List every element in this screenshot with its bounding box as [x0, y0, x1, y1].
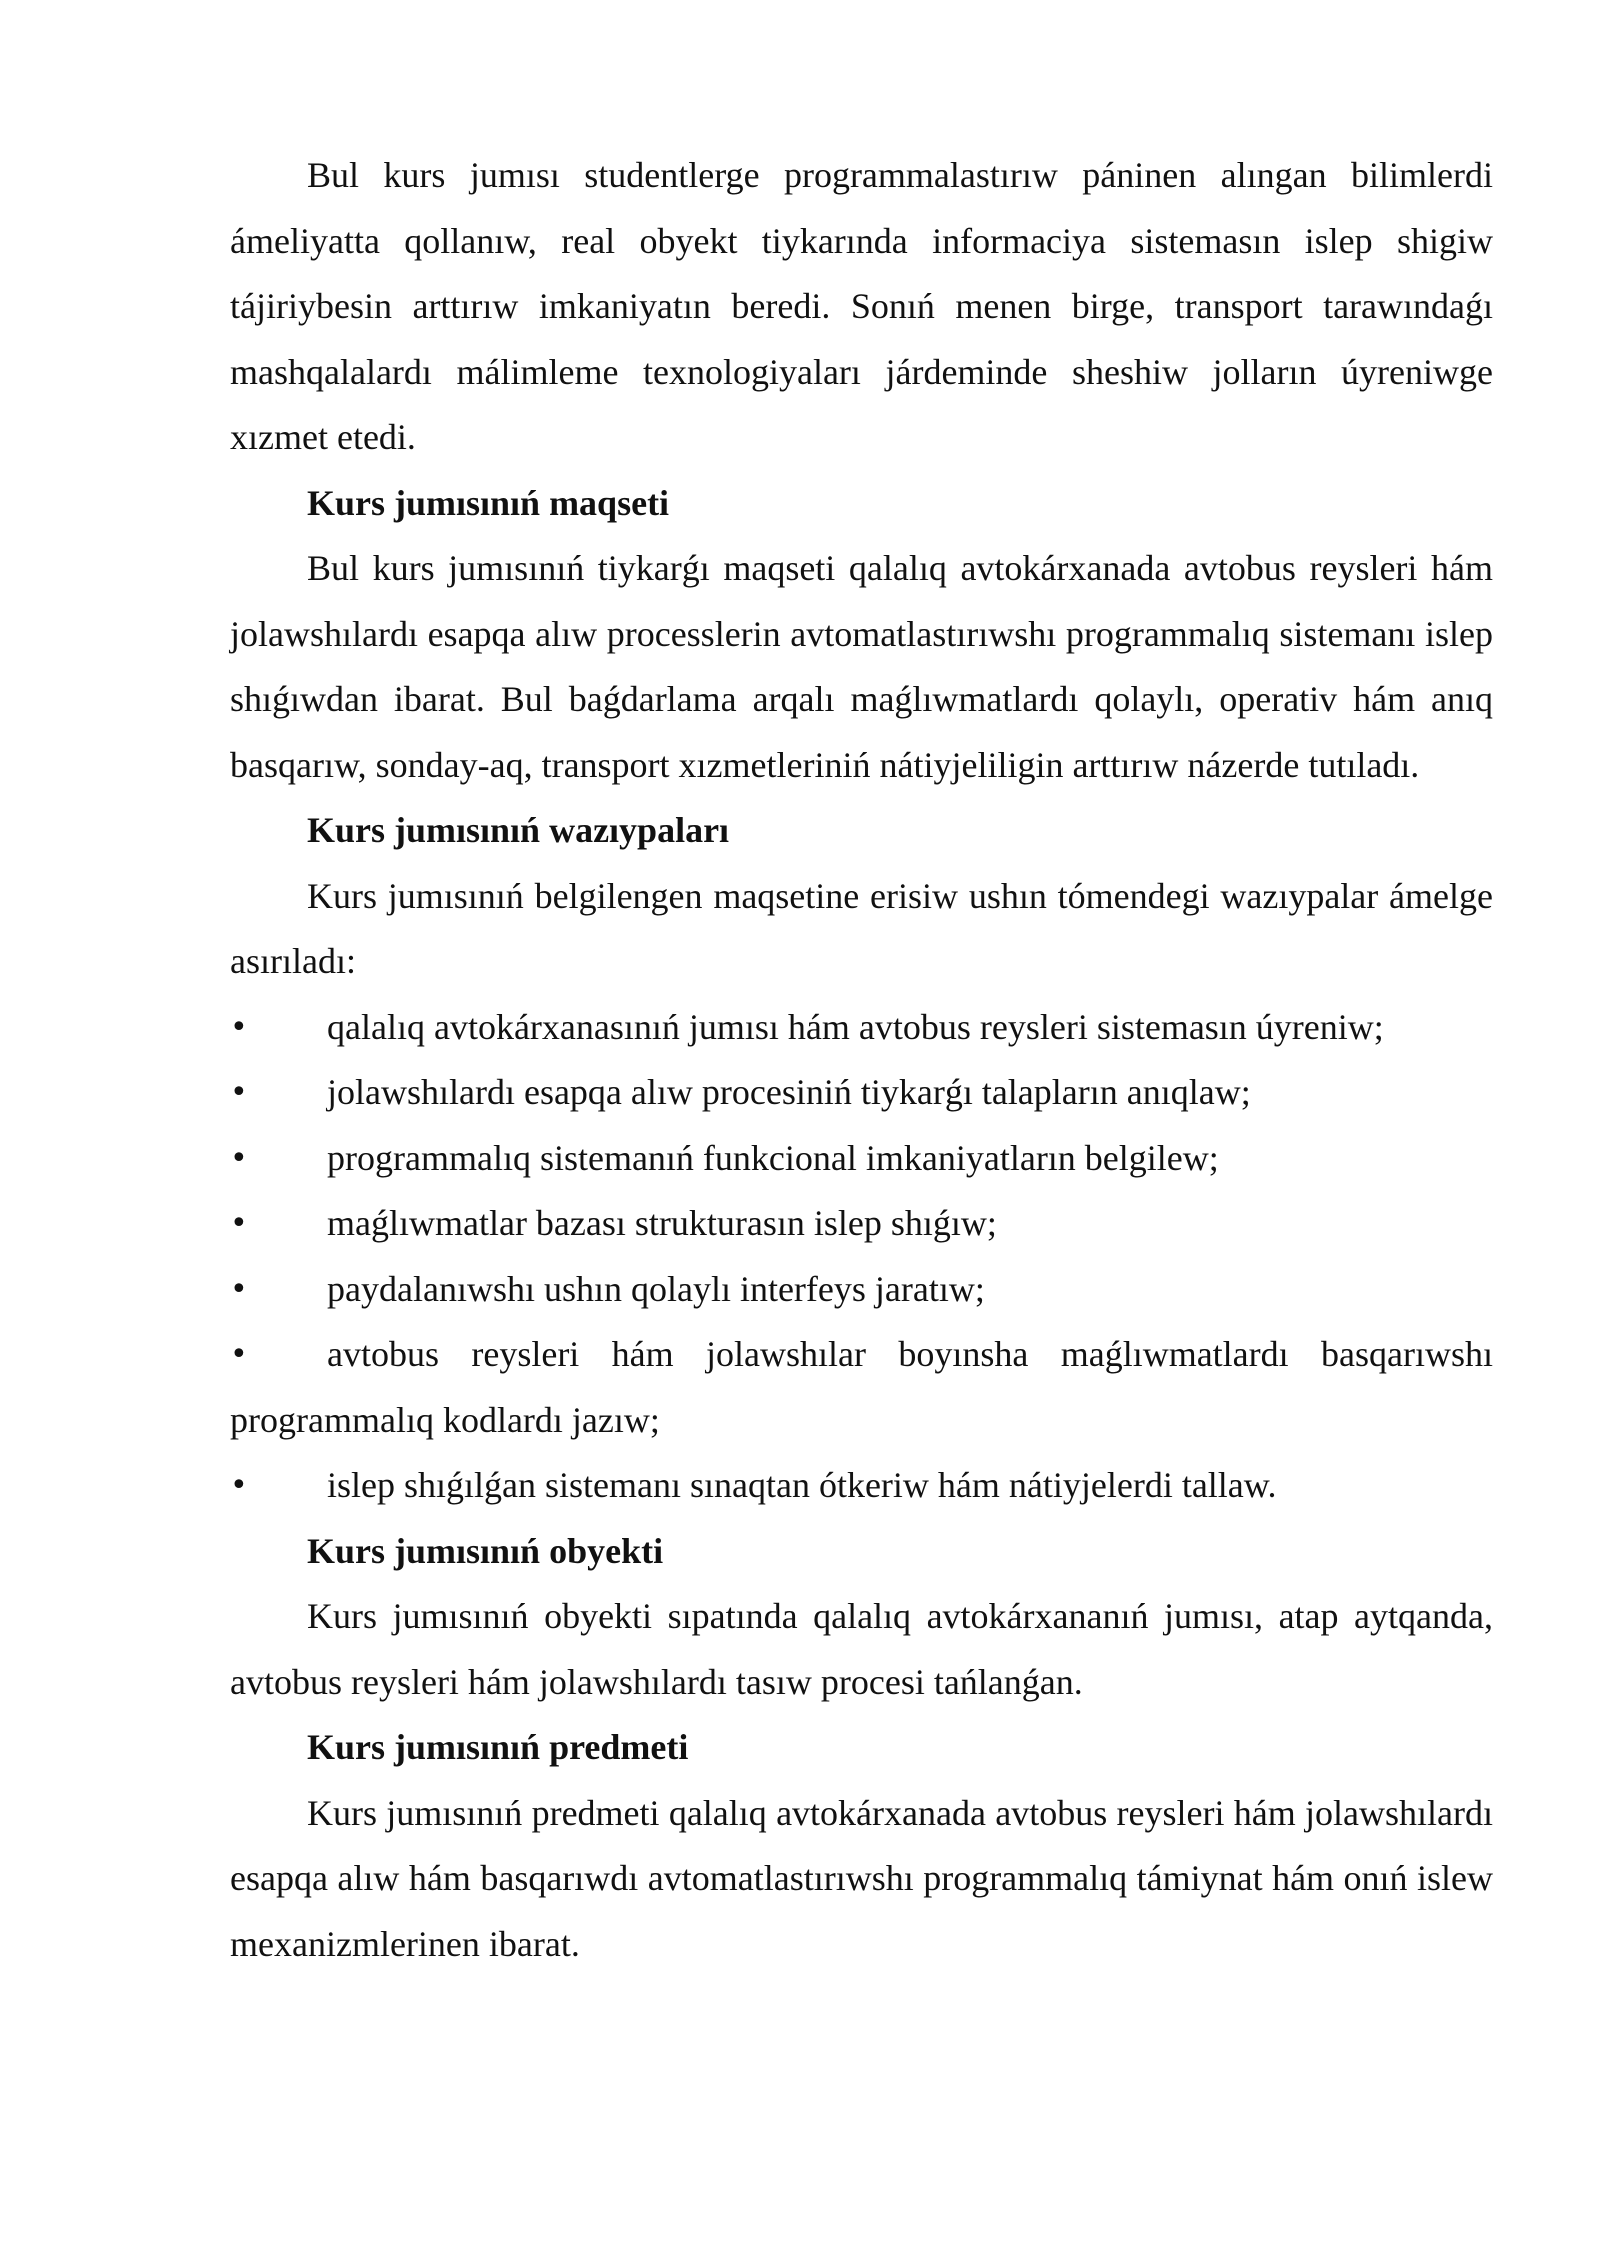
bullet-icon: •: [230, 1140, 248, 1176]
goal-heading: Kurs jumısınıń maqseti: [307, 482, 670, 523]
list-item: [230, 1060, 1493, 1126]
list-item-text: paydalanıwshı ushın qolaylı interfeys jaratıw;: [327, 1268, 985, 1309]
bullet-icon: •: [230, 1009, 248, 1045]
list-item: [230, 1257, 1493, 1323]
list-item: [230, 1126, 1493, 1192]
bullet-icon: •: [230, 1206, 248, 1241]
tasks-list: [230, 995, 1493, 1519]
list-item-text: jolawshılardı esapqa alıw procesiniń tiykarǵı talapların anıqlaw;: [327, 1072, 1251, 1112]
bullet-icon: •: [230, 1468, 248, 1503]
list-item: [230, 1453, 1493, 1519]
list-item-text: islep shıǵılǵan sistemanı sınaqtan ótkeriw hám nátiyjelerdi tallaw.: [327, 1465, 1277, 1505]
list-item-text: programmalıq sistemanıń funkcional imkaniyatların belgilew;: [327, 1137, 1219, 1178]
subject-paragraph: Kurs jumısınıń predmeti qalalıq avtokárxanada avtobus reysleri hám jolawshılardı esapqa alıw hám basqarıwdı avtomatlastırıwshı programmalıq támiynat hám onıń islew mexanizmlerinen ibarat.: [230, 1792, 1493, 1964]
list-item-text: maǵlıwmatlar bazası strukturasın islep shıǵıw;: [327, 1203, 997, 1243]
goal-paragraph: Bul kurs jumısınıń tiykarǵı maqseti qalalıq avtokárxanada avtobus reysleri hám jolawshılardı esapqa alıw processlerin avtomatlastırıwshı programmalıq sistemanı islep shıǵıwdan ibarat. Bul baǵdarlama arqalı maǵlıwmatlardı qolaylı, operativ hám anıq basqarıw, sonday-aq, transport xızmetleriniń nátiyjeliligin arttırıw názerde tutıladı.: [230, 548, 1493, 785]
object-paragraph: Kurs jumısınıń obyekti sıpatında qalalıq avtokárxananıń jumısı, atap aytqanda, avtobus reysleri hám jolawshılardı tasıw procesi tańlanǵan.: [230, 1596, 1493, 1702]
list-item: [230, 1322, 1493, 1453]
object-heading: Kurs jumısınıń obyekti: [307, 1530, 664, 1571]
list-item-text: qalalıq avtokárxanasınıń jumısı hám avtobus reysleri sistemasın úyreniw;: [327, 1006, 1384, 1047]
bullet-icon: •: [230, 1271, 248, 1307]
list-item-text: avtobus reysleri hám jolawshılar boyınsha maǵlıwmatlardı basqarıwshı programmalıq kodlardı jazıw;: [230, 1334, 1493, 1440]
bullet-icon: •: [230, 1337, 248, 1372]
tasks-heading: Kurs jumısınıń wazıypaları: [307, 810, 730, 850]
document-page: [230, 143, 1493, 1977]
intro-paragraph: Bul kurs jumısı studentlerge programmalastırıw páninen alıngan bilimlerdi ámeliyatta qollanıw, real obyekt tiykarında informaciya sistemasın islep shigiw tájiriybesin arttırıw imkaniyatın beredi. Sonıń menen birge, transport tarawındaǵı mashqalalardı málimleme texnologiyaları járdeminde sheshiw jolların úyreniwge xızmet etedi.: [230, 155, 1493, 457]
tasks-paragraph: Kurs jumısınıń belgilengen maqsetine erisiw ushın tómendegi wazıypalar ámelge asırıladı:: [230, 875, 1493, 981]
list-item: [230, 995, 1493, 1061]
bullet-icon: •: [230, 1075, 248, 1110]
subject-heading: Kurs jumısınıń predmeti: [307, 1727, 689, 1767]
list-item: [230, 1191, 1493, 1257]
